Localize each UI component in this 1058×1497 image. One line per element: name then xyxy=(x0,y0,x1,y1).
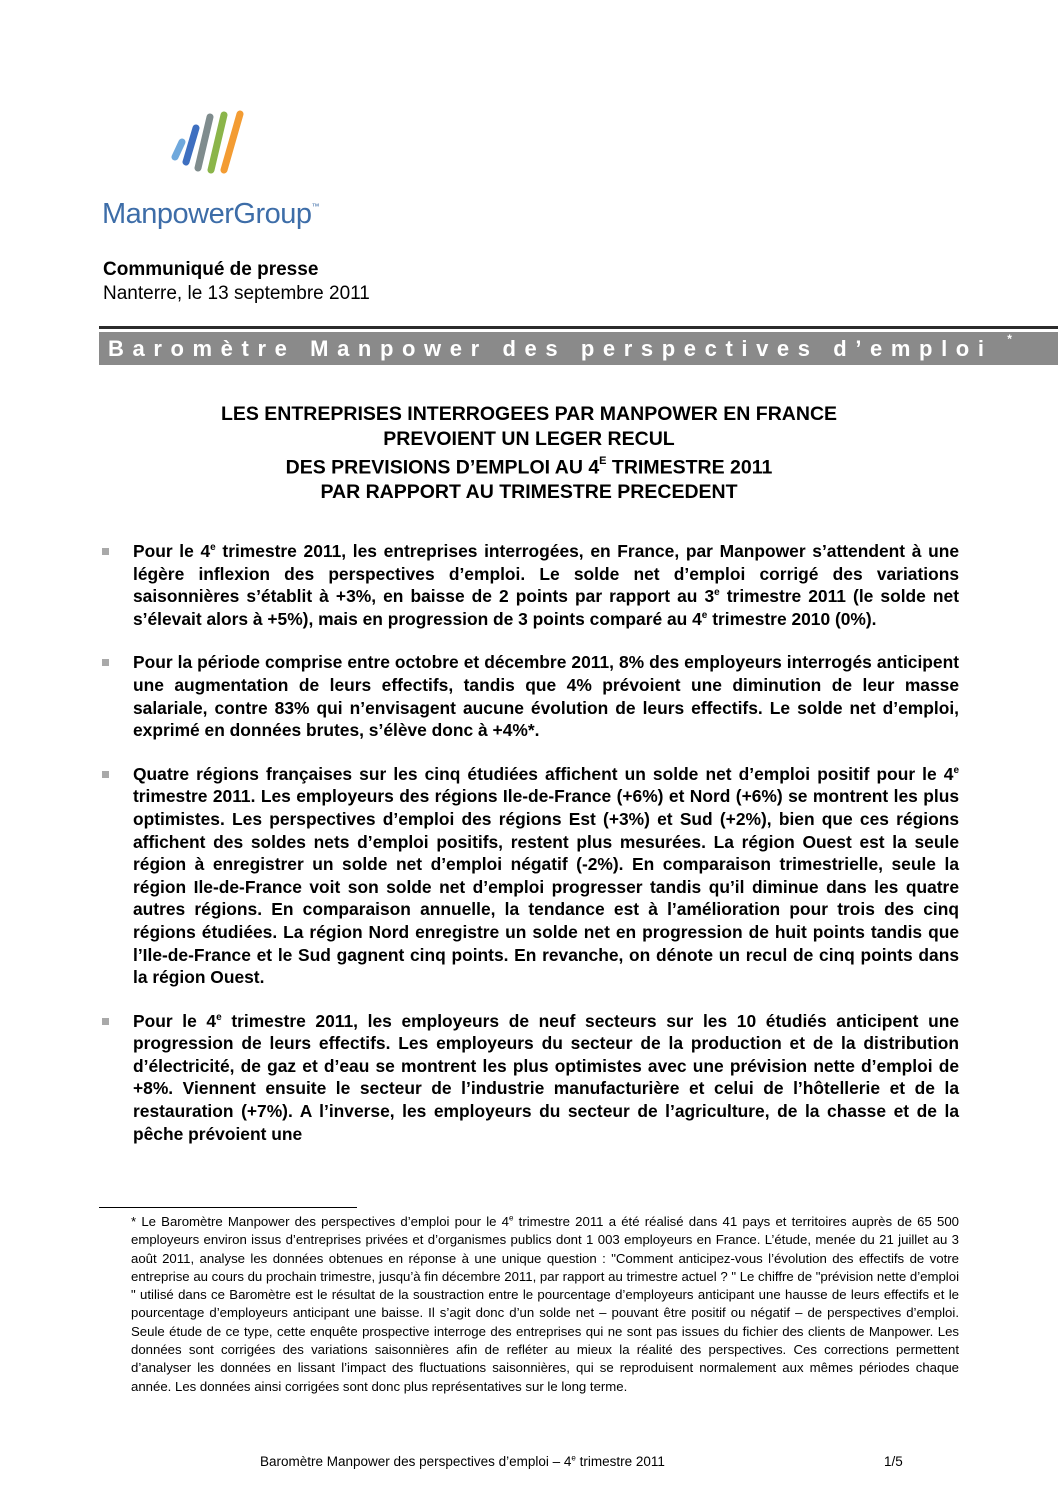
banner-text: Baromètre Manpower des perspectives d’emploi xyxy=(108,336,993,361)
headline xyxy=(99,402,959,505)
headline-line: PAR RAPPORT AU TRIMESTRE PRECEDENT xyxy=(320,481,738,503)
press-dateline: Nanterre, le 13 septembre 2011 xyxy=(103,283,370,304)
page-number: 1/5 xyxy=(884,1454,903,1469)
bullet-text: Pour le 4e trimestre 2011, les entreprises interrogées, en France, par Manpower s’attendent à une légère inflexion des perspectives d’emploi. Le solde net d’emploi corrigé des variations saisonnières s’établit à +3%, en baisse de 2 points par rapport au 3e trimestre 2011 (le solde net s’élevait alors à +5%), mais en progression de 3 points comparé au 4e trimestre 2010 (0%). xyxy=(133,541,960,629)
banner-asterisk: * xyxy=(1007,332,1012,346)
bullet-square-icon xyxy=(102,659,109,666)
press-title: Communiqué de presse xyxy=(103,259,319,280)
bullet-text: Pour la période comprise entre octobre et décembre 2011, 8% des employeurs interrogés anticipent une augmentation de leurs effectifs, tandis que 4% prévoient une diminution de leur masse salariale, contre 83% qui n’envisagent aucune évolution de leurs effectifs. Le solde net d’emploi, exprimé en données brutes, s’élève donc à +4%*. xyxy=(133,652,959,741)
logo-wordmark: ManpowerGroup™ xyxy=(102,198,319,230)
page-footer: Baromètre Manpower des perspectives d’emploi – 4e trimestre 2011 xyxy=(260,1453,665,1469)
manpowergroup-logo xyxy=(100,102,340,238)
bullet-list xyxy=(99,540,959,1166)
bullet-item xyxy=(99,763,959,989)
footnote: * Le Baromètre Manpower des perspectives d’emploi pour le 4e trimestre 2011 a été réalisé dans 41 pays et territoires auprès de 65 500 employeurs environ issus d’entreprises privées et d’organismes publics dont 1 003 employeurs en France. L’étude, menée du 21 juillet au 3 août 2011, analyse les données obtenues en réponse à une unique question : "Comment anticipez-vous l’évolution des effectifs de votre entreprise au cours du prochain trimestre, jusqu’à fin décembre 2011, par rapport au trimestre actuel ? " Le chiffre de "prévision nette d’emploi " utilisé dans ce Baromètre est le résultat de la soustraction entre le pourcentage d’employeurs anticipant une hausse de leurs effectifs et le pourcentage d’employeurs anticipant une baisse. Il s’agit donc d’un solde net – pouvant être positif ou négatif – de perspectives d’emploi. Seule étude de ce type, cette enquête prospective interroge des entreprises qui ne sont pas issues du fichier des clients de Manpower. Les données sont corrigées des variations saisonnières afin de refléter au mieux la réalité des perspectives. Ces corrections permettent d’analyser les données en lissant l’impact des fluctuations saisonnières, qui se reproduisent normalement aux mêmes périodes chaque année. Les données ainsi corrigées sont donc plus représentatives sur le long terme. xyxy=(131,1213,960,1394)
headline-line: DES PREVISIONS D’EMPLOI AU $4^E$ TRIMESTRE 2011 xyxy=(285,455,773,479)
press-info xyxy=(103,258,370,306)
banner xyxy=(99,332,1058,365)
headline-line: LES ENTREPRISES INTERROGEES PAR MANPOWER EN FRANCE xyxy=(220,403,838,425)
logo-stripes-icon xyxy=(100,102,340,202)
headline-line: PREVOIENT UN LEGER RECUL xyxy=(383,427,675,450)
bullet-item xyxy=(99,651,959,741)
bullet-square-icon xyxy=(102,771,109,778)
banner-rule xyxy=(99,326,1058,329)
bullet-text: Pour le 4e trimestre 2011, les employeurs de neuf secteurs sur les 10 étudiés anticipent une progression de leurs effectifs. Les employeurs du secteur de la production et de la distribution d’électricité, de gaz et d’eau se montrent les plus optimistes avec une prévision nette d’emploi de +8%. Viennent ensuite le secteur de l’industrie manufacturière et celui de l’hôtellerie et de la restauration (+7%). A l’inverse, les employeurs du secteur de l’agriculture, de la chasse et de la pêche prévoient une xyxy=(133,1010,960,1144)
bullet-square-icon xyxy=(102,1018,109,1025)
bullet-item xyxy=(99,540,959,630)
footnote-rule xyxy=(99,1207,357,1208)
bullet-square-icon xyxy=(102,548,109,555)
bullet-text: Quatre régions françaises sur les cinq étudiées affichent un solde net d’emploi positif pour le 4e trimestre 2011. Les employeurs des régions Ile-de-France (+6%) et Nord (+6%) se montrent les plus optimistes. Les perspectives d’emploi des régions Est (+3%) et Sud (+2%), bien que ces régions affichent des soldes nets d’emploi positifs, restent plus mesurées. La région Ouest est la seule région à enregistrer un solde net d’emploi négatif (-2%). En comparaison trimestrielle, seule la région Ile-de-France voit son solde net d’emploi progresser tandis qu’il diminue dans les quatre autres régions. En comparaison annuelle, la tendance est à l’amélioration pour trois des cinq régions étudiées. La région Nord enregistre un solde net en progression de huit points tandis que l’Ile-de-France et le Sud gagnent cinq points. En revanche, on dénote un recul de cinq points dans la région Ouest. xyxy=(133,763,959,988)
bullet-item xyxy=(99,1010,959,1146)
